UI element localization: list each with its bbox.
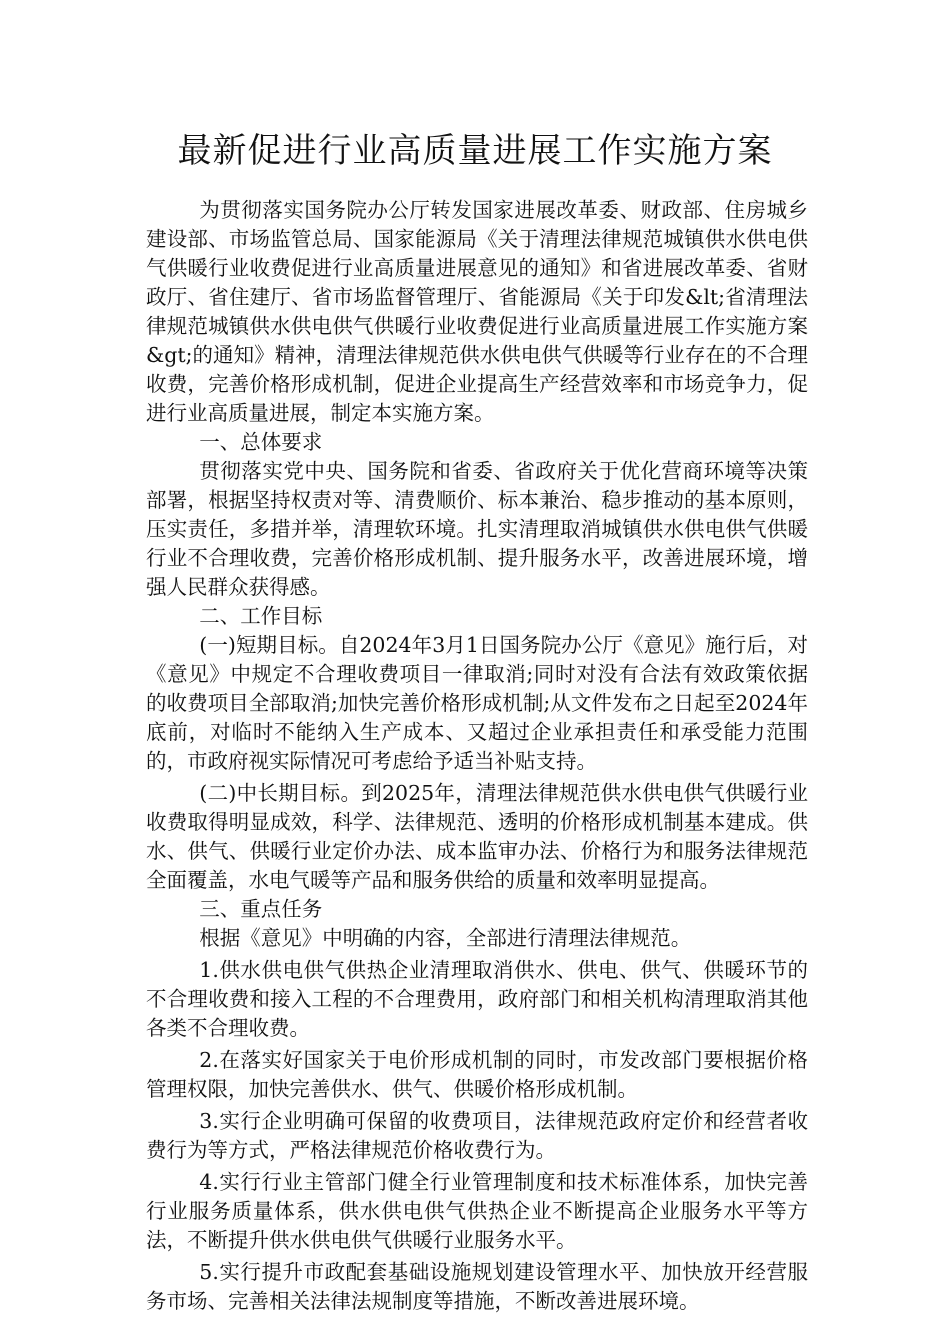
task-item: 1.供水供电供气供热企业清理取消供水、供电、供气、供暖环节的不合理收费和接入工程的不合理费用，政府部门和相关机构清理取消其他各类不合理收费。 (146, 958, 808, 1040)
task-item: 2.在落实好国家关于电价形成机制的同时，市发改部门要根据价格管理权限，加快完善供水、供气、供暖价格形成机制。 (146, 1048, 808, 1101)
intro-paragraph: 为贯彻落实国务院办公厅转发国家进展改革委、财政部、住房城乡建设部、市场监管总局、国家能源局《关于清理法律规范城镇供水供电供气供暖行业收费促进行业高质量进展意见的通知》和省进展改革委、省财政厅、省住建厅、省市场监督管理厅、省能源局《关于印发&lt;省清理法律规范城镇供水供电供气供暖行业收费促进行业高质量进展工作实施方案&gt;的通知》精神，清理法律规范供水供电供气供暖等行业存在的不合理收费，完善价格形成机制，促进企业提高生产经营效率和市场竞争力，促进行业高质量进展，制定本实施方案。 (146, 198, 808, 425)
section-heading-2: 二、工作目标 (199, 604, 323, 628)
task-item: 5.实行提升市政配套基础设施规划建设管理水平、加快放开经营服务市场、完善相关法律法规制度等措施，不断改善进展环境。 (146, 1260, 808, 1313)
task-item: 4.实行行业主管部门健全行业管理制度和技术标准体系，加快完善行业服务质量体系，供水供电供气供热企业不断提高企业服务水平等方法，不断提升供水供电供气供暖行业服务水平。 (146, 1170, 808, 1252)
section-heading-3: 三、重点任务 (199, 897, 323, 921)
body-paragraph: 贯彻落实党中央、国务院和省委、省政府关于优化营商环境等决策部署，根据坚持权责对等、清费顺价、标本兼治、稳步推动的基本原则，压实责任，多措并举，清理软环境。扎实清理取消城镇供水供电供气供暖行业不合理收费，完善价格形成机制、提升服务水平，改善进展环境，增强人民群众获得感。 (146, 459, 808, 599)
document-title: 最新促进行业高质量进展工作实施方案 (177, 131, 773, 171)
document-body (146, 196, 808, 1316)
task-item: 3.实行企业明确可保留的收费项目，法律规范政府定价和经营者收费行为等方式，严格法律规范价格收费行为。 (146, 1109, 808, 1162)
body-paragraph: (二)中长期目标。到2025年，清理法律规范供水供电供气供暖行业收费取得明显成效，科学、法律规范、透明的价格形成机制基本建成。供水、供气、供暖行业定价办法、成本监审办法、价格行为和服务法律规范全面覆盖，水电气暖等产品和服务供给的质量和效率明显提高。 (146, 781, 808, 892)
body-paragraph: (一)短期目标。自2024年3月1日国务院办公厅《意见》施行后，对《意见》中规定不合理收费项目一律取消;同时对没有合法有效政策依据的收费项目全部取消;加快完善价格形成机制;从文件发布之日起至2024年底前，对临时不能纳入生产成本、又超过企业承担责任和承受能力范围的，市政府视实际情况可考虑给予适当补贴支持。 (146, 633, 808, 773)
section-heading-1: 一、总体要求 (199, 430, 323, 454)
body-paragraph: 根据《意见》中明确的内容，全部进行清理法律规范。 (199, 926, 692, 950)
